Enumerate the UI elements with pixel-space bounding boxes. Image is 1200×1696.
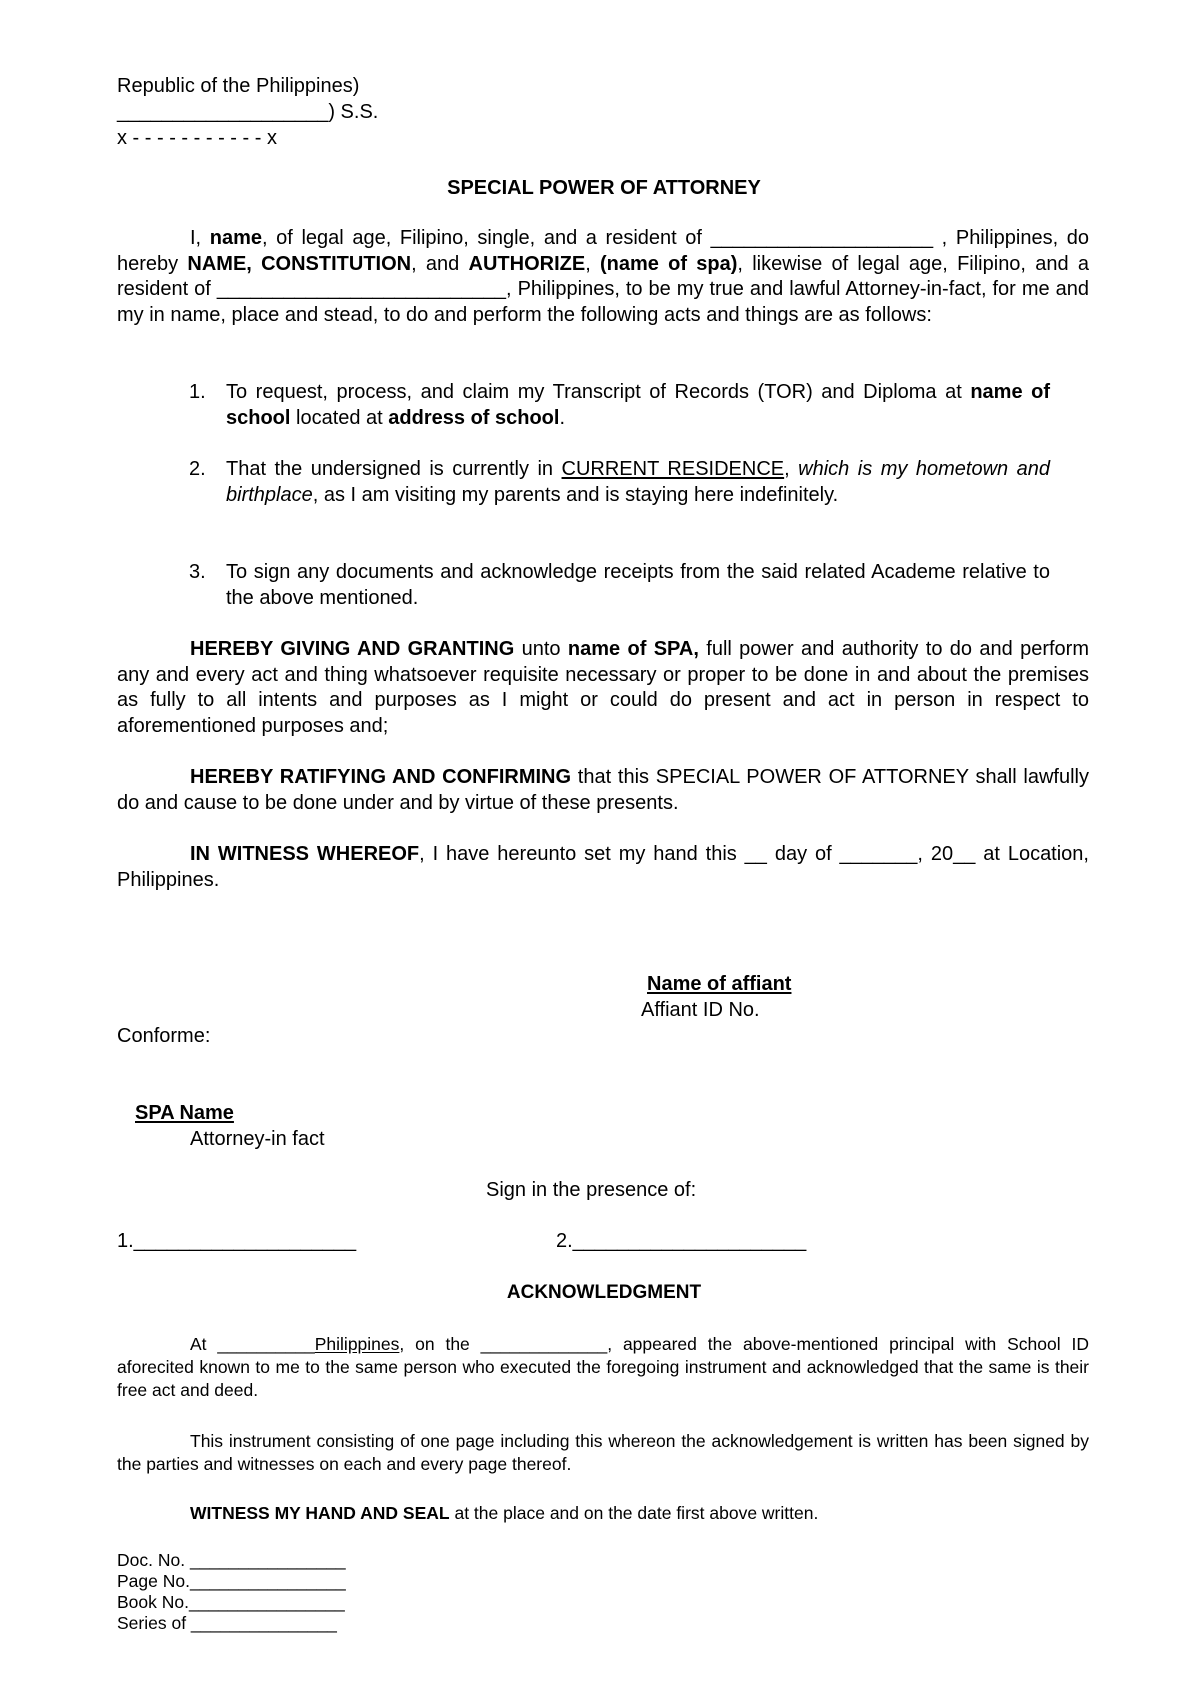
witness-line-2 bbox=[556, 1229, 806, 1255]
ack-part: appeared the above-mentioned principal with School ID aforecited known to me to the same person who executed the foregoing instrument and acknowledged that the same is their free act and deed. bbox=[117, 1334, 1089, 1400]
whereof-lead: IN WITNESS WHEREOF bbox=[190, 843, 420, 865]
affiant-id bbox=[641, 998, 760, 1024]
constitute-text: NAME, CONSTITUTION bbox=[187, 252, 412, 275]
opening-part: I, bbox=[190, 227, 210, 249]
list-number: 1. bbox=[189, 381, 206, 403]
granting-paragraph bbox=[117, 637, 1089, 739]
conforme-label bbox=[117, 1024, 210, 1050]
attorney-in-fact-label bbox=[190, 1127, 325, 1153]
list-item bbox=[190, 380, 1050, 431]
attorney-role-text: Attorney-in fact bbox=[190, 1128, 325, 1150]
acknowledgment-title-text: ACKNOWLEDGMENT bbox=[506, 1282, 702, 1303]
ratifying-part: that this SPECIAL POWER OF ATTORNEY shall lawfully do and cause to be done under and by virtue of these presents. bbox=[117, 766, 1089, 814]
opening-paragraph bbox=[117, 226, 1089, 328]
whereof-part: , I have hereunto set my hand this __ day of _______, 20__ at Location, Philippines. bbox=[117, 843, 1089, 891]
venue-city bbox=[117, 100, 378, 126]
ack-paragraph-2 bbox=[117, 1430, 1089, 1476]
list-text-part: , bbox=[784, 458, 799, 480]
school-name-placeholder: name of school bbox=[226, 381, 1050, 429]
separator-text: x - - - - - - - - - - - x bbox=[117, 127, 277, 149]
page-no-line: Page No.________________ bbox=[117, 1571, 346, 1591]
notarial-entries bbox=[117, 1550, 346, 1634]
list-text-part: To request, process, and claim my Transcript of Records (TOR) and Diploma at bbox=[226, 381, 971, 403]
ack-place-text: Philippines bbox=[314, 1334, 400, 1354]
spa-name-placeholder: name of SPA, bbox=[567, 638, 699, 660]
book-no-line: Book No.________________ bbox=[117, 1592, 345, 1612]
city-blank: ___________________ bbox=[117, 101, 329, 123]
ack-paragraph-1 bbox=[117, 1333, 1089, 1402]
affiant-id-text: Affiant ID No. bbox=[641, 999, 760, 1021]
ack-part: At __________ bbox=[190, 1334, 315, 1354]
principal-name: name bbox=[209, 227, 262, 249]
authorize-text: AUTHORIZE bbox=[468, 252, 586, 275]
list-number: 3. bbox=[189, 561, 206, 583]
list-item bbox=[190, 457, 1050, 508]
affiant-name-text: Name of affiant bbox=[647, 973, 792, 995]
ack-part: , on the _____________, bbox=[399, 1334, 623, 1354]
conforme-text: Conforme: bbox=[117, 1025, 211, 1047]
opening-part: , bbox=[585, 252, 600, 275]
header-separator bbox=[117, 126, 277, 152]
sign-presence-label bbox=[486, 1178, 696, 1204]
hometown-text: which is my hometown and birthplace bbox=[226, 458, 1050, 506]
ack-part: at the place and on the date first above written. bbox=[449, 1503, 819, 1523]
spa-name-text: SPA Name bbox=[135, 1102, 234, 1124]
ratifying-paragraph bbox=[117, 765, 1089, 816]
document-title bbox=[0, 176, 1200, 202]
spa-name-placeholder: (name of spa) bbox=[600, 252, 738, 275]
list-number: 2. bbox=[189, 458, 206, 480]
list-text-part: That the undersigned is currently in bbox=[226, 458, 562, 480]
ss-mark: ) S.S. bbox=[328, 101, 379, 123]
series-line: Series of _______________ bbox=[117, 1613, 337, 1633]
witness-line-1 bbox=[117, 1229, 356, 1255]
opening-part: , and bbox=[411, 252, 469, 275]
list-text-part: . bbox=[559, 406, 566, 429]
list-text-part: located at bbox=[290, 406, 389, 429]
venue-republic bbox=[117, 74, 359, 100]
opening-part: , likewise of legal age, Filipino, and a resident of __________________________, Philippines, to be my true and lawful Attorney-in-fact, for me and my in name, place and stead, to do and perform the following acts and things are as follows: bbox=[117, 252, 1089, 326]
witness-2-text: 2._____________________ bbox=[556, 1230, 807, 1252]
current-residence-placeholder: CURRENT RESIDENCE bbox=[561, 458, 785, 480]
doc-no-line: Doc. No. ________________ bbox=[117, 1550, 346, 1570]
witness-hand-lead: WITNESS MY HAND AND SEAL bbox=[190, 1503, 450, 1523]
granting-part: full power and authority to do and perform any and every act and thing whatsoever requisite necessary or proper to be done in and about the premises as fully to all intents and purposes as I might or could do present and act in person in respect to aforementioned purposes and; bbox=[117, 638, 1089, 737]
school-address-placeholder: address of school bbox=[388, 406, 560, 429]
list-item bbox=[190, 560, 1050, 611]
witness-1-text: 1.____________________ bbox=[117, 1230, 357, 1252]
opening-part: , of legal age, Filipino, single, and a resident of ____________________ , Philippines, do hereby bbox=[117, 227, 1089, 275]
venue-republic-text: Republic of the Philippines) bbox=[117, 75, 360, 97]
ratifying-lead: HEREBY RATIFYING AND CONFIRMING bbox=[190, 766, 572, 788]
granting-part: unto bbox=[514, 638, 568, 660]
acknowledgment-title bbox=[0, 1280, 1200, 1306]
sign-presence-text: Sign in the presence of: bbox=[486, 1179, 697, 1201]
ack-paragraph-3 bbox=[117, 1502, 1089, 1525]
affiant-name bbox=[647, 972, 791, 998]
list-text-part: To sign any documents and acknowledge receipts from the said related Academe relative to the above mentioned. bbox=[226, 561, 1050, 609]
spa-signature-name bbox=[135, 1101, 234, 1127]
witness-whereof-paragraph bbox=[117, 842, 1089, 893]
list-text-part: , as I am visiting my parents and is staying here indefinitely. bbox=[312, 483, 839, 506]
title-text: SPECIAL POWER OF ATTORNEY bbox=[447, 177, 761, 199]
granting-lead: HEREBY GIVING AND GRANTING bbox=[190, 638, 515, 660]
ack-part: This instrument consisting of one page including this whereon the acknowledgement is written has been signed by the parties and witnesses on each and every page thereof. bbox=[117, 1431, 1089, 1474]
